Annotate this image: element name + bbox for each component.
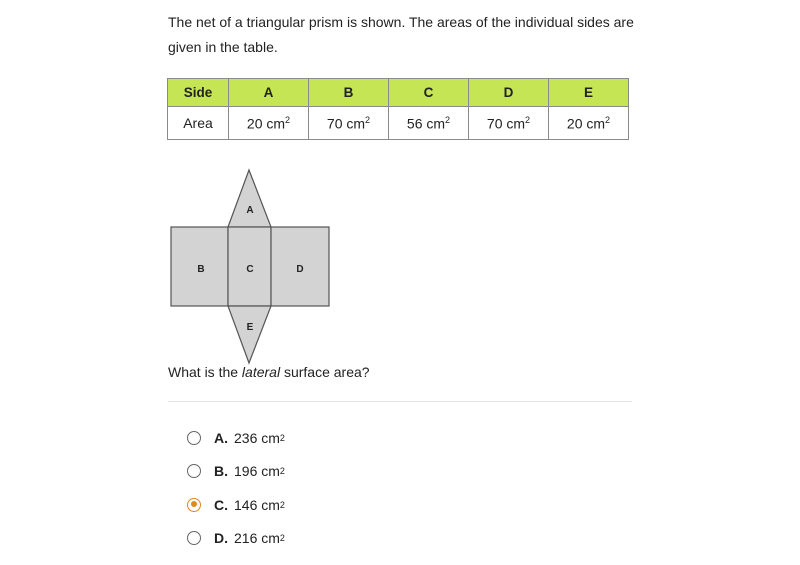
header-side-c: C [389,79,469,107]
question-before: What is the [168,364,242,380]
choice-d-exp: 2 [279,533,285,544]
radio-d[interactable] [187,531,201,545]
area-cell-a [229,107,309,140]
area-a-value: 20 cm [246,115,286,132]
choice-c-exp: 2 [279,499,285,510]
area-d-exp: 2 [525,114,531,125]
area-cell-b [309,107,389,140]
choice-c-value: 146 cm [234,496,280,513]
choice-c[interactable] [187,488,285,522]
area-c-value: 56 cm [406,115,446,132]
choice-b-exp: 2 [279,466,285,477]
net-label-e: E [246,322,254,333]
area-cell-d [469,107,549,140]
header-side-e: E [549,79,629,107]
prism-net-diagram [160,168,340,368]
problem-intro [168,10,638,60]
choice-b-letter: B. [214,463,228,480]
question-after: surface area? [280,364,370,380]
radio-b[interactable] [187,464,201,478]
header-side: Side [168,79,229,107]
intro-line-2: given in the table. [168,39,278,55]
question-text [168,364,370,380]
area-e-exp: 2 [605,114,611,125]
choice-a-letter: A. [214,429,228,446]
net-label-d: D [296,264,304,275]
choice-d-value: 216 cm [234,530,280,547]
divider [168,401,632,402]
table-header-row [168,79,629,107]
area-e-value: 20 cm [566,115,606,132]
choice-d-letter: D. [214,530,228,547]
radio-c[interactable] [187,498,201,512]
area-b-value: 70 cm [326,115,366,132]
answer-choices [187,421,285,555]
net-label-b: B [197,264,205,275]
header-side-b: B [309,79,389,107]
area-cell-e [549,107,629,140]
choice-a-value: 236 cm [234,429,280,446]
question-emphasis: lateral [241,364,281,380]
row-label-area: Area [168,107,229,140]
header-side-d: D [469,79,549,107]
area-b-exp: 2 [365,114,371,125]
area-table [167,78,629,140]
net-label-a: A [246,205,254,216]
choice-d[interactable] [187,522,285,556]
area-cell-c [389,107,469,140]
table-area-row [168,107,629,140]
radio-a[interactable] [187,431,201,445]
choice-a[interactable] [187,421,285,455]
net-face-a [228,170,271,227]
area-a-exp: 2 [285,114,291,125]
choice-b-value: 196 cm [234,463,280,480]
area-c-exp: 2 [445,114,451,125]
net-label-c: C [246,264,254,275]
choice-c-letter: C. [214,496,228,513]
net-face-e [228,306,271,363]
choice-a-exp: 2 [279,432,285,443]
choice-b[interactable] [187,455,285,489]
intro-line-1: The net of a triangular prism is shown. The areas of the individual sides are [168,14,634,30]
area-d-value: 70 cm [486,115,526,132]
header-side-a: A [229,79,309,107]
